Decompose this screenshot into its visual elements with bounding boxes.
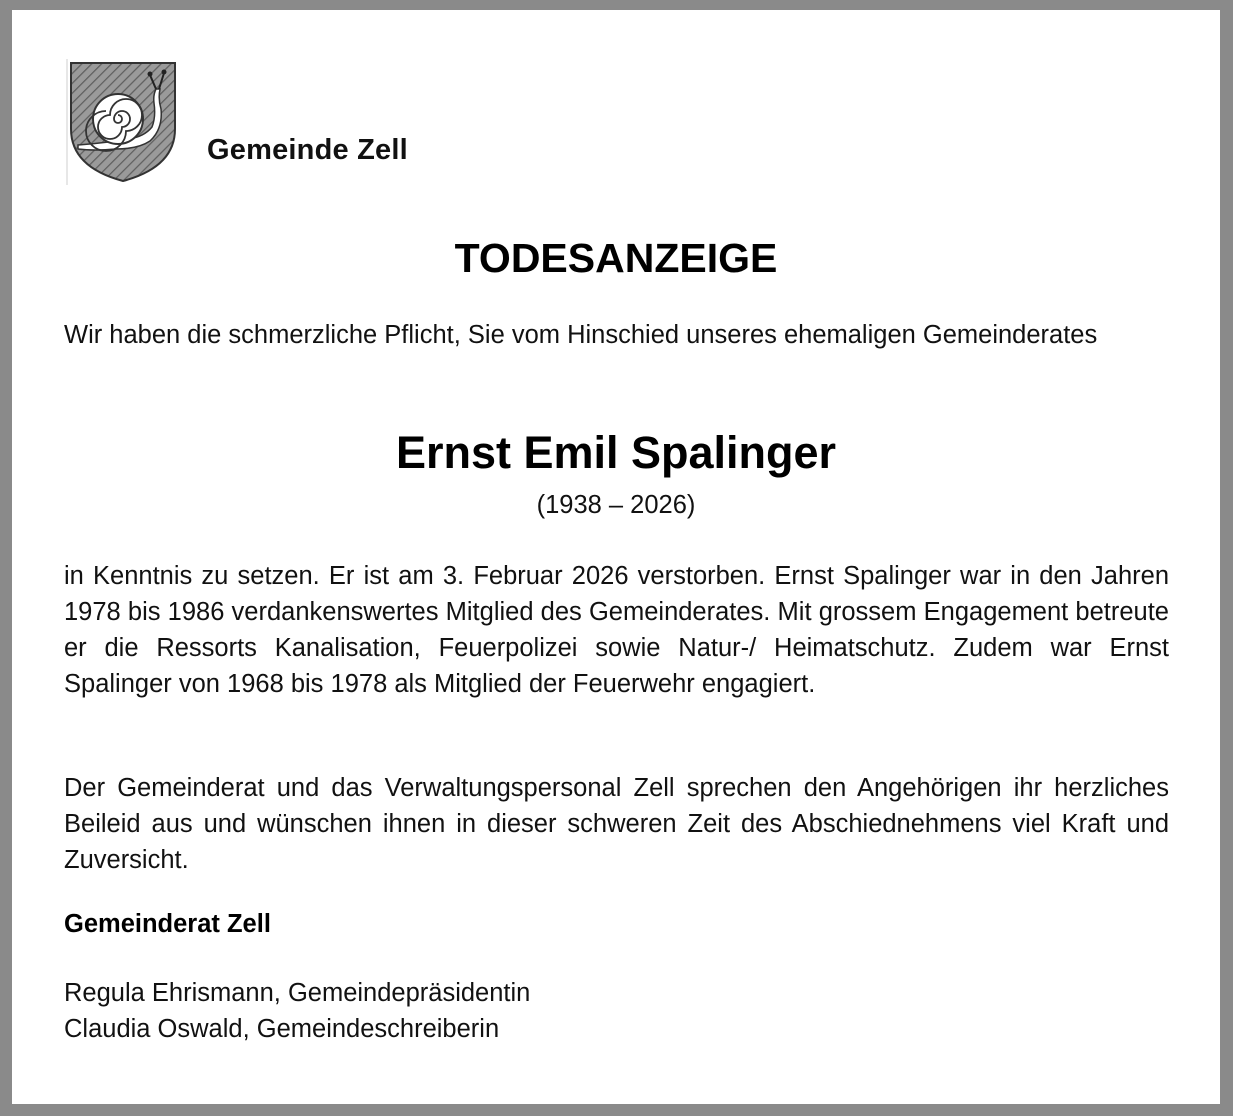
municipality-name: Gemeinde Zell [207, 134, 408, 166]
life-dates: (1938 – 2026) [536, 491, 696, 519]
intro-paragraph: Wir haben die schmerzliche Pflicht, Sie vom Hinschied unseres ehemaligen Gemeinderates [64, 321, 1098, 349]
notice-title: TODESANZEIGE [454, 235, 778, 281]
condolence-paragraph: Der Gemeinderat und das Verwaltungspersonal Zell sprechen den Angehörigen ihr herzliches Beileid aus und wünschen ihnen in dieser schweren Zeit des Abschiednehmens viel Kraft und Zuversicht. [64, 774, 1169, 874]
snail-coat-of-arms-icon [66, 59, 178, 185]
deceased-name: Ernst Emil Spalinger [395, 427, 837, 478]
signatory-clerk: Claudia Oswald, Gemeindeschreiberin [64, 1015, 500, 1043]
signatory-president: Regula Ehrismann, Gemeindepräsidentin [64, 979, 531, 1007]
biography-paragraph: in Kenntnis zu setzen. Er ist am 3. Februar 2026 verstorben. Ernst Spalinger war in den Jahren 1978 bis 1986 verdankenswertes Mitglied des Gemeinderates. Mit grossem Engagement betreute er die Ressorts Kanalisation, Feuerpolizei sowie Natur-/ Heimatschutz. Zudem war Ernst Spalinger von 1968 bis 1978 als Mitglied der Feuerwehr engagiert. [64, 562, 1169, 698]
closing-signature: Gemeinderat Zell [64, 910, 271, 938]
document-page [12, 10, 1220, 1104]
